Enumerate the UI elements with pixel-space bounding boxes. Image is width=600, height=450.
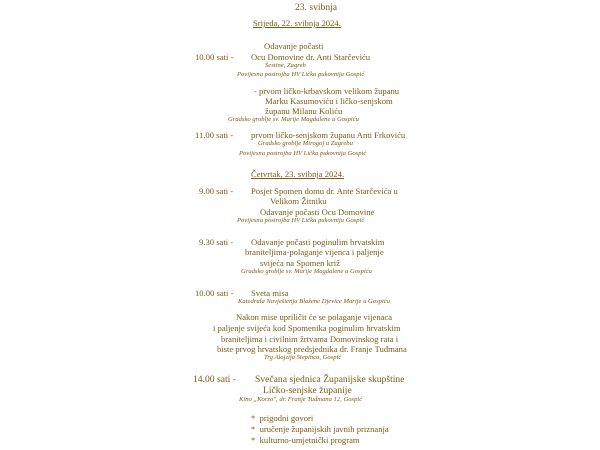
bullet-text: prigodni govori	[259, 413, 314, 423]
day1-ev1-place: Šestine, Zagreb	[265, 62, 306, 69]
day2-ev3-text: Sveta misa	[251, 288, 289, 298]
top-date: 23. svibnja	[294, 2, 338, 13]
day1-heading: Srijeda, 22. svibnja 2024.	[253, 18, 341, 28]
day2-ev2-time: 9.30 sati -	[199, 237, 234, 247]
day2-ev1-org: Povijesna postrojba HV Lička pukovnija Gospić	[237, 217, 365, 224]
day1-ev1-org: Povijesna postrojba HV Lička pukovnija Gospić	[237, 71, 365, 78]
day1-ev1-text: Ocu Domovine dr. Anti Starčeviću	[251, 52, 371, 62]
bullet-item: * kulturno-umjetnički program	[251, 435, 360, 445]
bullet-item: * prigodni govori	[251, 413, 314, 423]
day2-ev3-after-line-4: biste prvog hrvatskog predsjednika dr. Franje Tuđmana	[217, 344, 407, 354]
day2-ev4-line-2: Ličko-senjske županije	[263, 385, 352, 396]
day2-ev3-after-line-2: i paljenje svijeća kod Spomenika poginulim hrvatskim	[213, 323, 401, 333]
day1-ev3-time: 11.00 sati -	[195, 130, 234, 140]
day2-ev2-line-3: svijeća na Spomen križ	[260, 258, 340, 268]
day2-ev3-after-line-1: Nakon mise upriličit će se polaganje vijenaca	[236, 312, 393, 322]
day2-ev3-after-place: Trg Alojzija Stepinca, Gospić	[264, 354, 342, 361]
day1-ev3-org: Povijesna postrojba HV Lička pukovnija Gospić	[239, 150, 367, 157]
day1-ev2-place: Gradsko groblje sv. Marije Magdalene u Gospiću	[228, 116, 359, 123]
day2-ev1-line-2: Velikom Žitniku	[270, 196, 327, 206]
day1-ev3-text: prvom ličko-senjskom županu Anti Frkoviću	[251, 130, 406, 140]
bullet-item: * uručenje županijskih javnih priznanja	[251, 424, 389, 434]
day2-ev3-time: 10.00 sati -	[195, 288, 234, 298]
day2-ev1-line-3: Odavanje počasti Ocu Domovine	[260, 207, 375, 217]
day2-ev1-line-1: Posjet Spomen domu dr. Ante Starčevića u	[251, 186, 398, 196]
day2-ev2-place: Gradsko groblje sv. Marije Magdalene u Gospiću	[241, 268, 372, 275]
day1-ev2-line-3: županu Milanu Koliću	[265, 106, 343, 116]
day2-heading: Četvrtak, 23. svibnja 2024.	[251, 169, 345, 179]
day1-ev2-line-1: - prvom ličko-krbavskom velikom županu	[254, 86, 400, 96]
day2-ev4-place: Kino „Korzo", dr. Franje Tuđmana 12, Gospić	[239, 396, 363, 403]
day2-ev4-line-1: Svečana sjednica Županijske skupštine	[255, 374, 405, 385]
day2-ev2-line-2: braniteljima-polaganje vijenca i paljenje	[245, 247, 384, 257]
bullet-text: uručenje županijskih javnih priznanja	[259, 424, 389, 434]
day2-ev1-time: 9.00 sati -	[199, 186, 234, 196]
day1-ev2-line-2: Marku Kasumoviću i ličko-senjskom	[265, 96, 393, 106]
bullet-text: kulturno-umjetnički program	[259, 435, 360, 445]
day1-ev1-intro: Odavanje počasti	[264, 41, 324, 51]
day2-ev4-time: 14.00 sati -	[193, 374, 236, 385]
day2-ev3-after-line-3: braniteljima i civilnim žrtvama Domovinskog rata i	[221, 334, 399, 344]
day1-ev3-place: Gradsko groblje Mirogoj u Zagrebu	[258, 140, 353, 147]
day2-ev2-line-1: Odavanje počasti poginulim hrvatskim	[251, 237, 385, 247]
day2-ev3-place: Katedrala Navještenja Blažene Djevice Marije u Gospiću	[238, 298, 390, 305]
day1-ev1-time: 10.00 sati -	[195, 52, 234, 62]
